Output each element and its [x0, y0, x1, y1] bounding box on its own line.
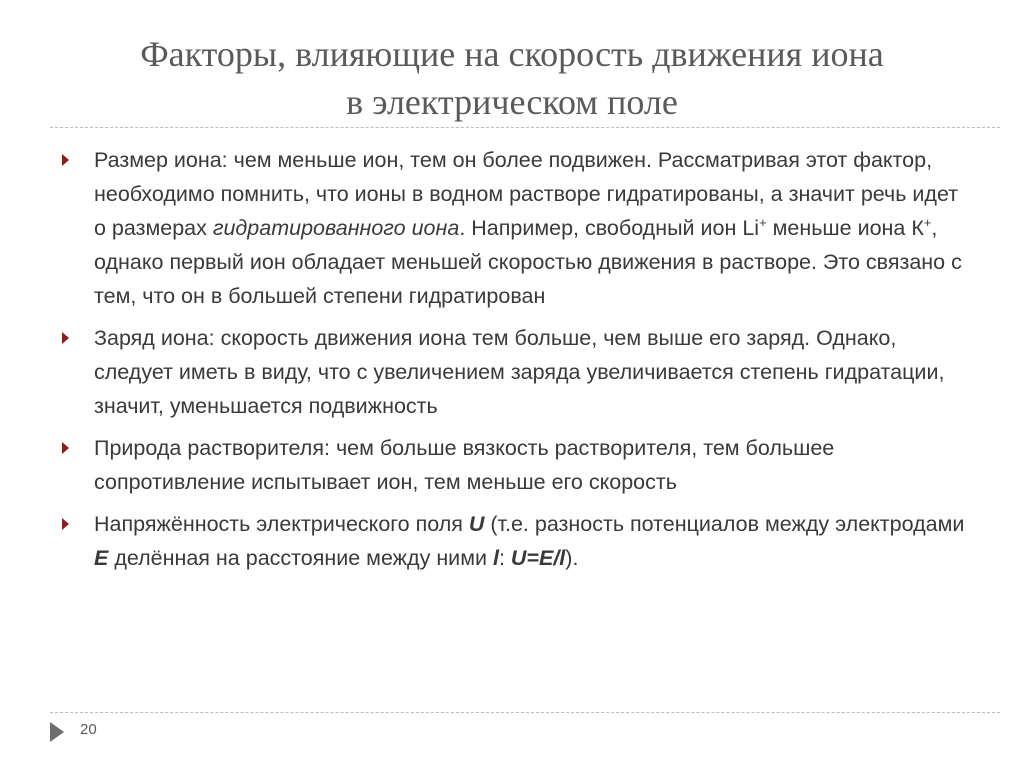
title-divider — [50, 127, 1000, 128]
title-line-1: Факторы, влияющие на скорость движения иона — [140, 34, 884, 74]
bullet-text: Природа растворителя: чем больше вязкость растворителя, тем большее сопротивление испытывает ион, тем меньше его скорость — [94, 436, 835, 494]
bullet-text: делённая на расстояние между ними — [108, 546, 493, 570]
symbol-u: U — [468, 512, 485, 536]
footer-arrow-icon — [50, 722, 64, 742]
bullet-text: (т.е. разность потенциалов между электродами — [484, 512, 965, 536]
symbol-e: E — [94, 546, 109, 570]
superscript: + — [759, 214, 767, 230]
page-number: 20 — [80, 721, 97, 738]
bullet-arrow-icon — [62, 518, 69, 530]
superscript: + — [923, 214, 932, 230]
bullet-text-italic: гидратированного иона — [212, 216, 460, 240]
bullet-arrow-icon — [62, 154, 69, 166]
bullet-item-field-strength — [60, 507, 970, 575]
bullet-item-solvent — [60, 431, 970, 499]
bullet-text: Заряд иона: скорость движения иона тем больше, чем выше его заряд. Однако, следует иметь в виду, что с увеличением заряда увеличивается степень гидратации, значит, уменьшается подвижность — [94, 326, 945, 418]
title-line-2: в электрическом поле — [346, 82, 678, 122]
footer-divider — [50, 712, 1000, 713]
bullet-text: , однако первый ион обладает меньшей скоростью движения в растворе. Это связано с тем, что он в большей степени гидратирован — [94, 216, 962, 308]
symbol-l: l — [492, 546, 499, 570]
slide-title — [40, 30, 984, 126]
bullet-text: ). — [565, 546, 579, 570]
bullet-text: : — [498, 546, 511, 570]
bullet-text: Размер иона: чем меньше ион, тем он более подвижен. Рассматривая этот фактор, необходимо помнить, что ионы в водном растворе гидратированы, а значит речь идет о размерах — [94, 148, 959, 240]
bullet-arrow-icon — [62, 442, 69, 454]
bullet-text: . Например, свободный ион Li — [459, 216, 760, 240]
formula: U=E/l — [510, 546, 566, 570]
bullet-text: Напряжённость электрического поля — [94, 512, 469, 536]
bullet-list — [60, 143, 970, 583]
bullet-item-ion-charge — [60, 321, 970, 423]
bullet-text: меньше иона К — [766, 216, 924, 240]
bullet-arrow-icon — [62, 332, 69, 344]
bullet-item-ion-size — [60, 143, 970, 313]
